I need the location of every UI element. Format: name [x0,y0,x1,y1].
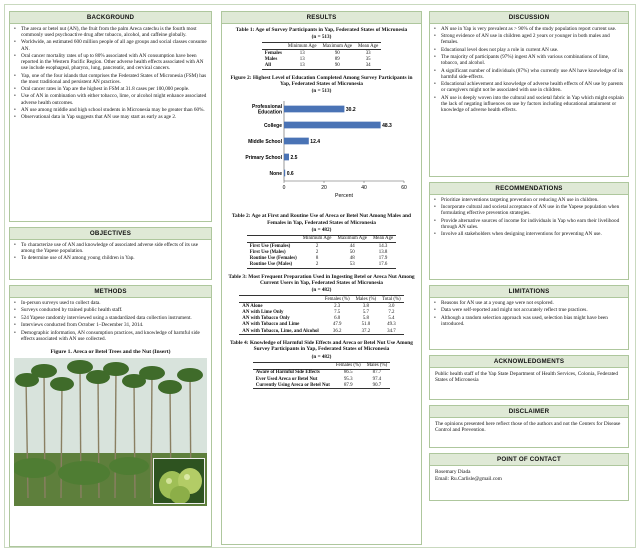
table4 [253,362,390,390]
disclaimer-panel [429,405,629,448]
category-label: Professional Education [251,104,282,116]
bar [284,170,285,177]
row-label: Routine Use (Males) [247,262,300,269]
table-cell: 89 [334,57,340,63]
column-header: Females (%) [333,362,364,369]
category-label: None [269,171,282,178]
list-item: • Observational data in Yap suggests that AN use may start as early as age 2. [14,114,207,120]
row-label: AN with Tobacco Only [242,316,290,322]
row-label: AN Alone [242,303,263,309]
list-item: • Worldwide, an estimated 600 million people of all age groups and social classes consume AN. [14,39,207,51]
column-header: Males (%) [364,362,391,369]
table-cell: 3.8 [362,303,369,309]
column-header: Maximum Age [334,235,369,242]
data-label: 12.4 [310,139,321,146]
table-header-row [239,296,403,303]
table-cell: 53 [334,262,369,269]
table-cell: 34.7 [379,328,404,335]
table-cell: 34 [355,63,381,70]
discussion-heading: DISCUSSION [430,12,628,24]
x-tick-label: 60 [401,185,407,192]
table-row [253,369,390,376]
table-cell: 7.2 [388,310,395,316]
table-cell: 13 [299,50,305,56]
row-label: First Use (Females) [249,243,291,249]
category-label: Middle School [248,139,282,146]
bar [284,122,381,129]
column-header: Mean Age [370,235,396,242]
table-cell: 5.8 [362,316,369,322]
list-item: • Yap, one of the four islands that comprises the Federated States of Micronesia (FSM) has the most traditional and persistent AN practices. [14,73,207,85]
list-item: • In-person surveys used to collect data. [14,300,207,306]
table-header-row [253,362,390,369]
table-row [239,328,403,335]
table-cell: 5.4 [388,316,395,322]
table1-caption: Table 1: Age of Survey Participants in Yap, Federated States of Micronesia [235,27,408,33]
row-label: Males [264,57,278,63]
acknowledgments-text: Public health staff of the Yap State Department of Health Services, Colonia, Federated States of Micronesia [435,371,619,384]
table-cell: 97.4 [372,376,382,382]
table-cell: 33 [365,50,371,56]
row-label: Currently Using Areca or Betel Nut [253,382,333,389]
list-item: • Oral cancer mortality rates of up to 80% associated with AN consumption have been reported in the Western Pacific Region. Other adverse health effects associated with AN use include esophageal, pharynx, lung, pancreatic, and cervical cancers. [14,53,207,71]
column-header: Females (%) [322,296,353,303]
bar [284,106,344,113]
list-item: • To characterize use of AN and knowledge of associated adverse side effects of its use among the Yapese population. [14,242,207,254]
figure2-caption: Figure 2: Highest Level of Education Completed Among Survey Participants in Yap, Federated States of Micronesia [230,74,413,88]
table-cell: 14.3 [378,243,388,249]
objectives-list [10,240,211,265]
table1 [262,42,382,70]
table-cell: 48 [349,255,355,261]
table-cell: 95.3 [343,376,353,382]
data-label: 48.3 [382,123,392,130]
table-cell: 13 [299,57,305,63]
list-item: • Use of AN in combination with either tobacco, lime, or alcohol might enhance associated adverse health outcomes. [14,93,207,105]
table-cell: 90 [334,50,340,56]
column-header: Total (%) [379,296,404,303]
table2 [247,235,396,269]
table-cell: 2.3 [334,303,341,309]
table-cell: 6.0 [334,316,341,322]
table2-n: (n = 482) [311,226,332,233]
table-cell: 2 [315,243,319,249]
table3-n: (n = 482) [311,287,332,294]
disclaimer-text: The opinions presented here reflect those of the authors and not the Centers for Disease Control and Prevention. [435,421,621,434]
methods-panel [9,285,212,547]
table3-caption: Table 3: Most Frequent Preparation Used in Ingesting Betel or Areca Nut Among Current Users in Yap, Federated States of Micronesia [228,273,415,286]
table-row [262,63,382,70]
x-axis-label: Percent [335,193,353,200]
discussion-panel [429,11,629,177]
list-item: • The areca or betel nut (AN), the fruit from the palm Areca catechu is the fourth most commonly used psychoactive drug after tobacco, alcohol, and caffeine globally. [14,26,207,38]
table-row [247,262,396,269]
bar [284,154,289,161]
recommendations-list [430,195,628,241]
middle-column [221,11,422,549]
table-cell: 44 [349,243,355,249]
table1-n: (n = 513) [311,34,332,41]
recommendations-panel [429,182,629,280]
x-tick-label: 0 [282,185,286,192]
background-heading: BACKGROUND [10,12,211,24]
table-row [239,303,403,310]
table-cell: 5.7 [362,310,369,316]
list-item: • AN use in Yap is very prevalent as > 90% of the study population report current use. [434,26,624,32]
table-cell: 13.8 [378,249,388,255]
contact-email[interactable]: Email: Ru.Carlisle@gmail.com [435,476,502,483]
list-item: • The majority of participants (97%) ingest AN with various combinations of lime, tobacco, and alcohol. [434,54,624,66]
column-header [253,362,333,369]
table-row [253,382,390,389]
list-item: • Educational level does not play a role in current AN use. [434,47,624,53]
table-cell: 87.7 [372,370,382,376]
data-label: 2.5 [290,155,298,162]
objectives-panel [9,227,212,280]
list-item: • Demographic information, AN consumption practices, and knowledge of harmful side effects associated with AN use collected. [14,330,207,342]
category-label: College [263,123,282,130]
objectives-heading: OBJECTIVES [10,228,211,240]
table-cell: 8 [315,255,319,261]
column-header: Minimum Age [300,235,335,242]
row-label: Females [264,50,282,56]
column-header: Maximum Age [320,43,355,50]
list-item: • Oral cancer rates in Yap are the highest in FSM at 31.8 cases per 100,000 people. [14,86,207,92]
table3 [239,295,403,335]
limitations-list [430,298,628,330]
table-cell: 2 [315,249,319,255]
row-label: AN with Tobacco and Lime [242,322,300,328]
list-item: • Although a random selection approach was used, selection bias might have been introduced. [434,315,624,327]
table-cell: 17.9 [378,255,388,261]
row-label: Aware of Harmful Side Effects [255,370,320,376]
left-column [9,11,212,549]
row-label: AN with Tobacco, Lime, and Alcohol [239,328,322,335]
row-label: Routine Use (Females) [249,255,297,261]
table-cell: 90 [320,63,355,70]
table-row [247,242,396,249]
column-header: Mean Age [355,43,381,50]
acknowledgments-panel [429,355,629,400]
list-item: • Data were self-reported and might not accurately reflect true practices. [434,307,624,313]
results-heading: RESULTS [222,12,421,24]
table-cell: 35 [365,57,371,63]
table-cell: 47.9 [332,322,342,328]
education-bar-chart [224,97,419,203]
list-item: • Interviews conducted from October 1–December 31, 2014. [14,322,207,328]
row-label: Ever Used Areca or Betel Nut [255,376,318,382]
limitations-panel [429,285,629,350]
list-item: • 524 Yapese randomly interviewed using a standardized data collection instrument. [14,315,207,321]
methods-heading: METHODS [10,286,211,298]
table-cell: 2 [300,262,335,269]
contact-name: Rosemary Diada [435,469,471,475]
column-header [247,235,300,242]
table-cell: 90.7 [364,382,391,389]
column-header: Minimum Age [285,43,320,50]
bar [284,138,309,145]
table-cell: 37.2 [353,328,380,335]
list-item: • Prioritize interventions targeting prevention or reducing AN use in children. [434,197,624,203]
table-header-row [247,235,396,242]
table-cell: 17.6 [370,262,396,269]
list-item: • To determine use of AN among young children in Yap. [14,255,207,261]
areca-trees-photo [14,358,207,506]
results-panel [221,11,422,545]
table-header-row [262,43,382,50]
category-label: Primary School [245,155,282,162]
table-cell: 3.0 [388,303,395,309]
row-label: AN with Lime Only [242,310,284,316]
acknowledgments-heading: ACKNOWLEDGMENTS [430,356,628,368]
betel-nut-inset [153,458,205,504]
column-header [239,296,322,303]
table-cell: 51.0 [361,322,371,328]
limitations-heading: LIMITATIONS [430,286,628,298]
list-item: • Involve all stakeholders when designing interventions for preventing AN use. [434,231,624,237]
table4-n: (n = 482) [311,353,332,360]
list-item: • Reasons for AN use at a young age were not explored. [434,300,624,306]
background-list [10,24,211,124]
table-cell: 36.2 [322,328,353,335]
disclaimer-heading: DISCLAIMER [430,406,628,418]
table4-caption: Table 4: Knowledge of Harmful Side Effects and Areca or Betel Nut Use Among Survey Participants in Yap, Federated States of Micronesia [229,340,414,353]
figure2-n: (n = 513) [311,88,332,95]
table-cell: 13 [285,63,320,70]
table-cell: 86.5 [343,370,353,376]
table-cell: 7.5 [334,310,341,316]
x-tick-label: 20 [321,185,327,192]
table2-caption: Table 2: Age at First and Routine Use of Areca or Betel Nut Among Males and Females in Yap, Federated States of Micronesia [231,213,412,226]
list-item: • AN use is deeply woven into the cultural and societal fabric in Yap which might explain the lack of negating influences on use by factors including educational attainment or knowledge of adverse health effects. [434,95,624,113]
figure1-caption: Figure 1. Areca or Betel Trees and the Nut (Insert) [50,349,171,356]
poster [4,4,636,548]
recommendations-heading: RECOMMENDATIONS [430,183,628,195]
table-cell: 49.3 [387,322,396,328]
methods-list [10,298,211,345]
list-item: • Strong evidence of AN use in children aged 2 years or younger in both males and females. [434,33,624,45]
table-cell: 87.9 [333,382,364,389]
table-row [262,50,382,57]
data-label: 30.2 [345,107,356,114]
list-item: • A significant number of individuals (87%) who currently use AN have knowledge of its harmful side-effects. [434,68,624,80]
list-item: • AN use among middle and high school students in Micronesia may be greater than 60%. [14,107,207,113]
row-label: All [262,63,285,70]
list-item: • Surveys conducted by trained public health staff. [14,307,207,313]
contact-panel [429,453,629,501]
data-label: 0.6 [286,171,294,178]
row-label: First Use (Males) [249,249,286,255]
column-header: Males (%) [353,296,380,303]
contact-heading: POINT OF CONTACT [430,454,628,466]
column-header [262,43,285,50]
betel-nut-illustration [154,459,205,504]
list-item: • Incorporate cultural and societal acceptance of AN use in the Yapese population when formulating effective prevention strategies. [434,204,624,216]
background-panel [9,11,212,222]
discussion-list [430,24,628,116]
table-cell: 50 [349,249,355,255]
list-item: • Provide alternative sources of income for individuals in Yap who earn their livelihood through AN sales. [434,218,624,230]
x-tick-label: 40 [361,185,367,192]
list-item: • Educational achievement and knowledge of adverse health effects of AN use by parents or caregivers might not be associated with use in children. [434,81,624,93]
right-column [429,11,629,549]
